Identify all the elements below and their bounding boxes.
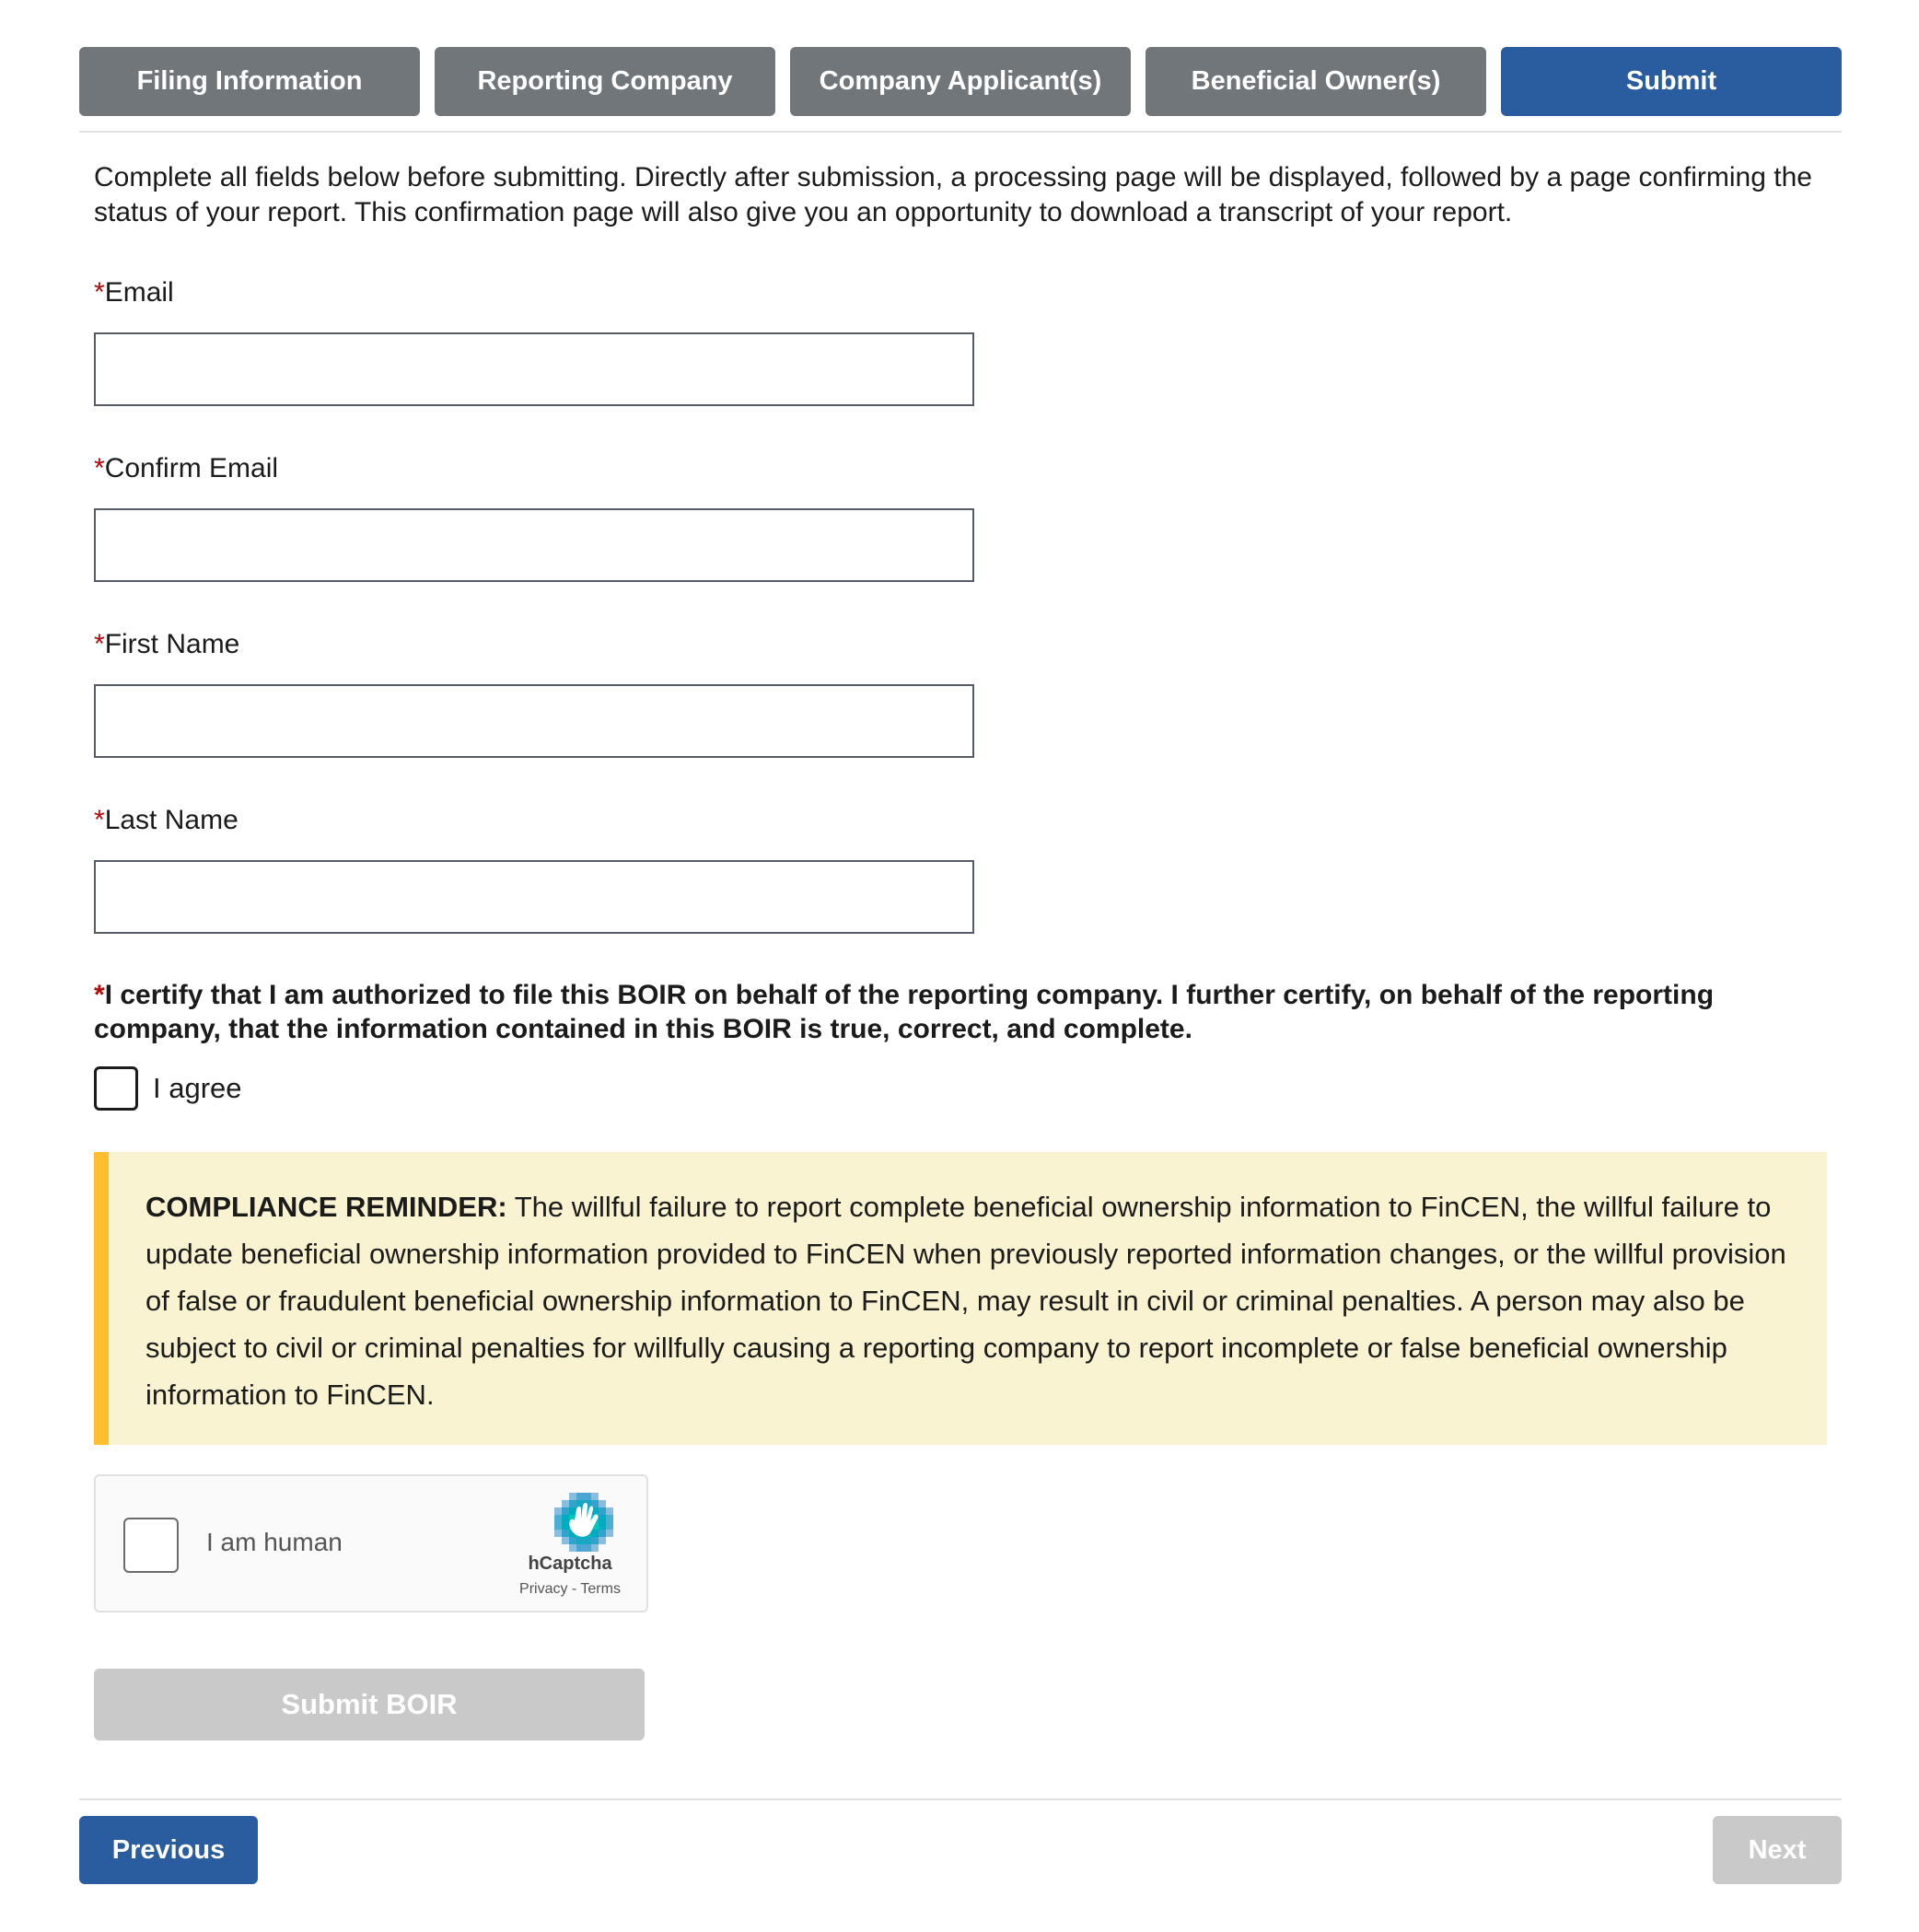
hcaptcha-logo-icon (549, 1493, 613, 1552)
submit-boir-button[interactable]: Submit BOIR (94, 1669, 645, 1740)
intro-text: Complete all fields below before submitting. Directly after submission, a processing page will be displayed, followed by a page confirming the status of your report. This confirmation page will also give you an opportunity to download a transcript of your report. (94, 162, 1812, 227)
confirm-email-field[interactable] (94, 508, 974, 582)
captcha-links (501, 1581, 639, 1598)
captcha-links-separator: - (567, 1581, 581, 1597)
next-button[interactable]: Next (1713, 1816, 1842, 1884)
hcaptcha-widget (94, 1474, 648, 1612)
required-mark: * (94, 980, 105, 1010)
last-name-label-text: Last Name (104, 805, 238, 835)
agree-checkbox-row[interactable] (94, 1066, 242, 1111)
required-mark: * (94, 277, 105, 308)
reminder-body: The willful failure to report complete beneficial ownership information to FinCEN, the willful failure to update beneficial ownership information provided to FinCEN when previously reported information changes, or the willful provision of false or fraudulent beneficial ownership information to FinCEN, may result in civil or criminal penalties. A person may also be subject to civil or criminal penalties for willfully causing a reporting company to report incomplete or false beneficial ownership information to FinCEN. (145, 1191, 1786, 1411)
tabs-divider (79, 131, 1842, 133)
confirm-email-label-text: Confirm Email (104, 453, 279, 483)
footer-divider (79, 1798, 1842, 1800)
required-mark: * (94, 805, 105, 835)
captcha-checkbox[interactable] (123, 1518, 179, 1573)
agree-label: I agree (153, 1072, 242, 1104)
captcha-privacy-link[interactable]: Privacy (519, 1581, 568, 1597)
email-field[interactable] (94, 332, 974, 406)
certification-text: I certify that I am authorized to file this BOIR on behalf of the reporting company. I further certify, on behalf of the reporting company, that the information contained in this BOIR is true, correct, and complete. (94, 980, 1715, 1044)
tab-reporting-company[interactable]: Reporting Company (435, 47, 775, 116)
email-label-text: Email (104, 277, 174, 308)
hcaptcha-brand: hCaptcha (528, 1554, 612, 1574)
tab-filing-information[interactable]: Filing Information (79, 47, 420, 116)
first-name-label-text: First Name (104, 629, 240, 659)
tab-beneficial-owners[interactable]: Beneficial Owner(s) (1146, 47, 1486, 116)
last-name-field[interactable] (94, 860, 974, 934)
agree-checkbox[interactable] (94, 1066, 138, 1111)
first-name-label (94, 628, 239, 661)
reminder-heading: COMPLIANCE REMINDER: (145, 1191, 507, 1223)
required-mark: * (94, 629, 105, 659)
tab-submit[interactable]: Submit (1501, 47, 1842, 116)
confirm-email-label (94, 452, 278, 485)
compliance-reminder (94, 1152, 1827, 1445)
first-name-field[interactable] (94, 684, 974, 758)
captcha-terms-link[interactable]: Terms (580, 1581, 621, 1597)
required-mark: * (94, 453, 105, 483)
email-label (94, 276, 174, 309)
previous-button[interactable]: Previous (79, 1816, 258, 1884)
captcha-label: I am human (206, 1528, 343, 1556)
step-tabs (79, 47, 1842, 116)
last-name-label (94, 804, 238, 837)
tab-company-applicants[interactable]: Company Applicant(s) (790, 47, 1131, 116)
certification-statement (94, 978, 1825, 1046)
